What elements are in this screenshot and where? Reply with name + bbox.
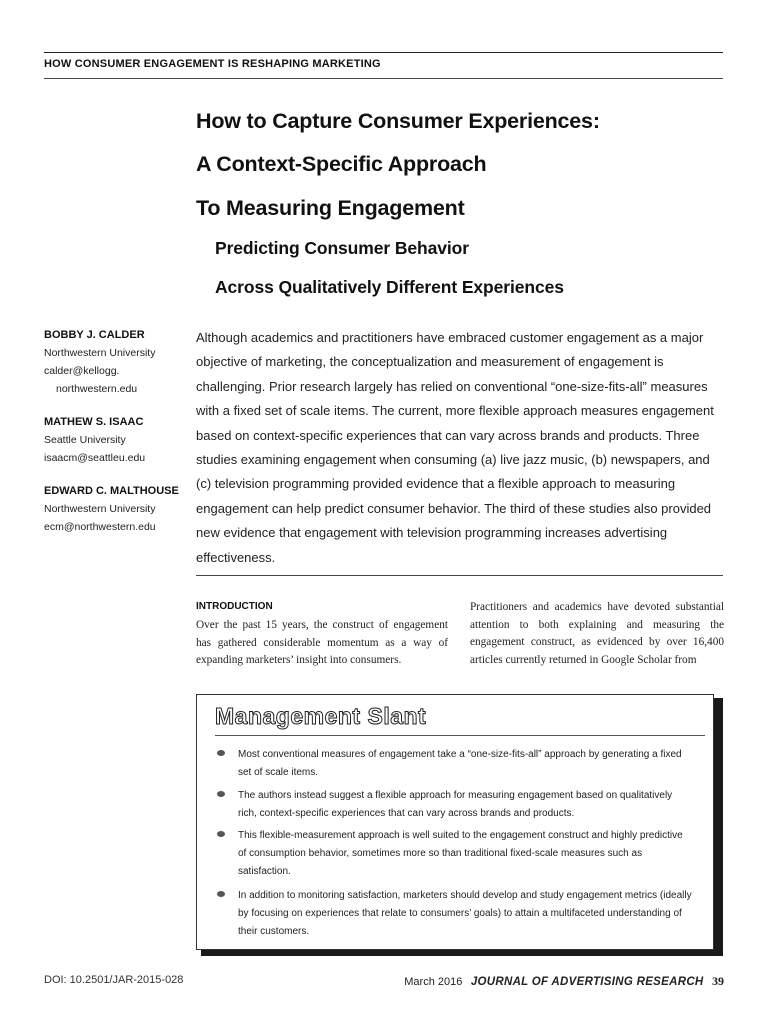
header-bottom-rule	[44, 78, 723, 79]
bullet-dot-icon	[217, 891, 225, 897]
section-heading: INTRODUCTION	[196, 601, 273, 612]
slant-bullet-text: This flexible-measurement approach is well suited to the engagement construct and highly predictive of consumption behavior, sometimes more so than traditional fixed-scale measures such as satisfaction.	[238, 830, 683, 877]
slant-bullet	[217, 787, 692, 823]
author-affiliation: Seattle University	[44, 434, 126, 446]
title-line-3: To Measuring Engagement	[196, 196, 465, 220]
header-top-rule	[44, 52, 723, 53]
bullet-dot-icon	[217, 831, 225, 837]
management-slant-box	[196, 694, 714, 950]
section-label: HOW CONSUMER ENGAGEMENT IS RESHAPING MARKETING	[44, 58, 381, 70]
bullet-dot-icon	[217, 750, 225, 756]
subtitle-line-1: Predicting Consumer Behavior	[215, 238, 469, 258]
abstract-divider	[196, 575, 723, 576]
slant-title: Management Slant	[215, 703, 427, 729]
title-line-1: How to Capture Consumer Experiences:	[196, 109, 600, 133]
author-name: BOBBY J. CALDER	[44, 329, 145, 341]
subtitle-line-2: Across Qualitatively Different Experiences	[215, 277, 564, 297]
abstract: Although academics and practitioners have embraced customer engagement as a major objective of marketing, the conceptualization and measurement of engagement is challenging. Prior research largely has relied on conventional “one-size-fits-all” measures with a fixed set of scale items. The current, more flexible approach measures engagement based on context-specific experiences that can vary across brands and products. Three studies examining engagement when consuming (a) live jazz music, (b) newspapers, and (c) television programming provided evidence that a flexible approach to measuring engagement can help predict consumer behavior. The third of these studies also provided new evidence that engagement with television programming increases advertising effectiveness.	[196, 330, 714, 565]
author-email[interactable]: calder@kellogg.	[44, 365, 120, 377]
slant-bullet	[217, 827, 692, 881]
author-email[interactable]: ecm@northwestern.edu	[44, 521, 156, 533]
journal-name: JOURNAL OF ADVERTISING RESEARCH	[470, 976, 704, 988]
issue-date: March 2016	[404, 976, 463, 988]
author-affiliation: Northwestern University	[44, 503, 156, 515]
slant-divider	[215, 735, 705, 736]
author-email[interactable]: isaacm@seattleu.edu	[44, 452, 146, 464]
author-affiliation: Northwestern University	[44, 347, 156, 359]
slant-bullet-text: In addition to monitoring satisfaction, marketers should develop and study engagement metrics (ideally by focusing on experiences that relate to consumers’ goals) to attain a multifaceted understanding of their customers.	[238, 890, 692, 937]
page-number: 39	[712, 974, 724, 988]
slant-bullet	[217, 746, 692, 782]
body-column-left: Over the past 15 years, the construct of engagement has gathered considerable momentum as a way of expanding marketers’ insight into consumers.	[196, 619, 448, 667]
slant-bullet	[217, 887, 692, 941]
doi[interactable]: DOI: 10.2501/JAR-2015-028	[44, 974, 184, 986]
slant-bullet-text: Most conventional measures of engagement take a “one-size-fits-all” approach by generating a fixed set of scale items.	[238, 749, 682, 778]
author-name: MATHEW S. ISAAC	[44, 416, 144, 428]
body-column-right: Practitioners and academics have devoted substantial attention to both explaining and measuring the engagement construct, as evidenced by over 16,400 articles currently returned in Google Scholar from	[470, 601, 724, 667]
author-email-continued[interactable]: northwestern.edu	[56, 383, 138, 395]
footer-journal-info	[404, 972, 724, 990]
bullet-dot-icon	[217, 791, 225, 797]
slant-bullet-text: The authors instead suggest a flexible approach for measuring engagement based on qualitatively rich, context-specific experiences that can vary across brands and products.	[238, 790, 673, 819]
author-name: EDWARD C. MALTHOUSE	[44, 485, 179, 497]
title-line-2: A Context-Specific Approach	[196, 152, 487, 176]
